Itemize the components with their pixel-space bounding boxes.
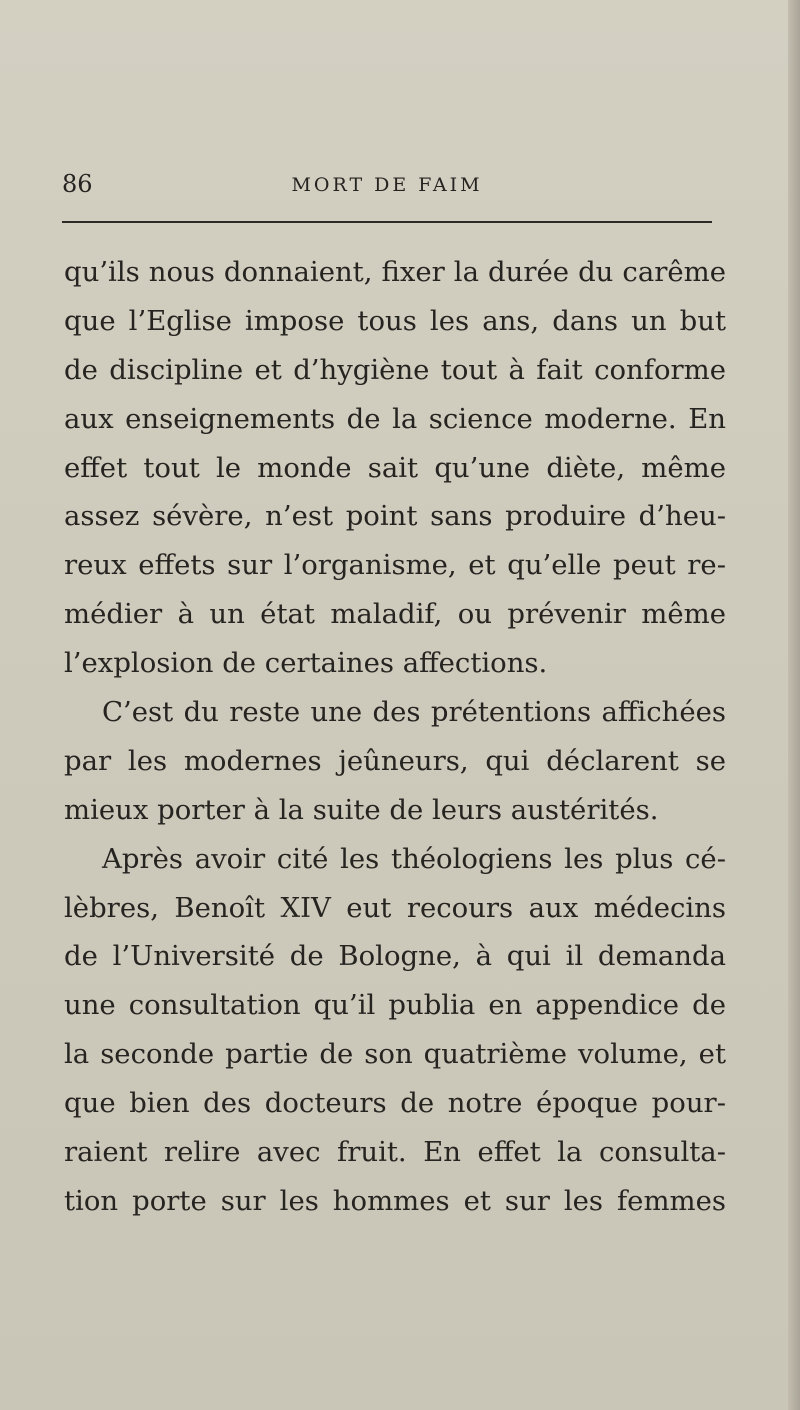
text-line: effet tout le monde sait qu’une diète, même [64, 451, 726, 484]
body-text [64, 248, 726, 1226]
text-line: médier à un état maladif, ou prévenir même [64, 598, 726, 631]
text-line: tion porte sur les hommes et sur les femmes [64, 1184, 726, 1217]
text-line: lèbres, Benoît XIV eut recours aux médecins [64, 891, 726, 924]
text-line: de discipline et d’hygiène tout à fait conforme [64, 353, 726, 386]
text-line: assez sévère, n’est point sans produire d’heu- [64, 500, 726, 533]
text-line: que bien des docteurs de notre époque pour- [64, 1087, 726, 1120]
page-edge [788, 0, 800, 1410]
text-line: par les modernes jeûneurs, qui déclarent se [64, 744, 726, 777]
page-number: 86 [62, 170, 93, 198]
text-line: de l’Université de Bologne, à qui il demanda [64, 940, 726, 973]
text-line: l’explosion de certaines affections. [64, 647, 548, 680]
text-line: reux effets sur l’organisme, et qu’elle peut re- [64, 549, 726, 582]
text-line: qu’ils nous donnaient, fixer la durée du carême [64, 256, 726, 288]
text-line: C’est du reste une des prétentions affichées [102, 696, 726, 729]
header-rule [62, 221, 712, 223]
text-line: la seconde partie de son quatrième volume, et [64, 1038, 726, 1071]
text-line: une consultation qu’il publia en appendice de [64, 989, 726, 1022]
text-line: mieux porter à la suite de leurs austérités. [64, 793, 659, 826]
page-header [62, 170, 712, 202]
running-title: MORT DE FAIM [291, 174, 483, 196]
text-line: raient relire avec fruit. En effet la consulta- [64, 1136, 726, 1169]
text-line: aux enseignements de la science moderne. En [64, 402, 726, 435]
text-line: Après avoir cité les théologiens les plus cé- [102, 842, 726, 875]
text-line: que l’Eglise impose tous les ans, dans un but [64, 304, 726, 337]
